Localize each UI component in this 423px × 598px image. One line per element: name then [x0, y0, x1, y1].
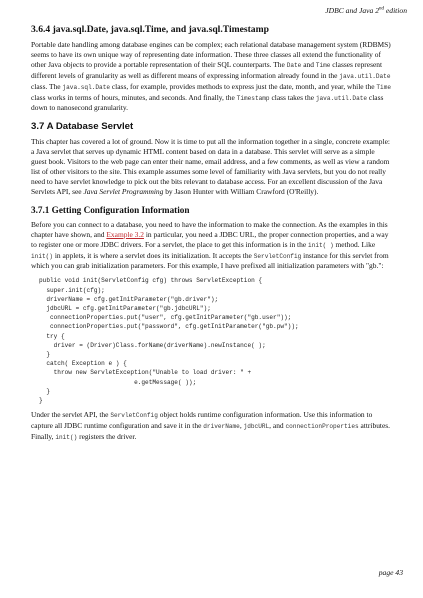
section-heading-3-7-1: 3.7.1 Getting Configuration Information [31, 204, 190, 215]
section-heading-3-7: 3.7 A Database Servlet [31, 121, 134, 133]
paragraph-configuration: Before you can connect to a database, you need to have the information to make the connection. As the examples in this chapter have shown, and Example 3.2 in particular, you need a JDBC URL, the proper connection properties, and a way to register one or more JDBC drivers. For a servlet, the place to get this information is in the init( ) method. Like init() in applets, it is where a servlet does its initialization. It accepts the ServletConfig instance for this servlet from which you can grab initialization parameters. For this example, I have prefixed all initialization parameters with "gb.": [31, 219, 389, 271]
section-heading-3-6-4: 3.6.4 java.sql.Date, java.sql.Time, and java.sql.Timestamp [31, 24, 269, 35]
running-header: JDBC and Java 2nd edition [325, 6, 407, 15]
example-link[interactable]: Example 3.2 [106, 229, 144, 239]
paragraph-date-classes: Portable date handling among database engines can be complex; each relational database management system (RDBMS) seems to have its own unique way of representing date information. These three classes all extend the functionality of other Java objects to provide a portable representation of their SQL counterparts. The Date and Time classes represent different levels of granularity as well as different means of expressing information already found in the java.util.Date class. The java.sql.Date class, for example, provides methods to express just the date, month, and year, while the Time class works in terms of hours, minutes, and seconds. And finally, the Timestamp class takes the java.util.Date class down to nanosecond granularity. [31, 40, 392, 113]
paragraph-database-servlet: This chapter has covered a lot of ground. Now it is time to put all the information together in a single, concrete example: a Java servlet that serves up dynamic HTML content based on data in a database. This servlet will serve as a simple guest book. Visitors to the web page can enter their name, email address, and a few comments, as well as view a random list of other visitors to the site. This example assumes some level of familiarity with Java servlets, but you do not really need to have servlet knowledge to pick out the bits relevant to database access. For an excellent discussion of the Java Servlets API, see Java Servlet Programming by Jason Hunter with William Crawford (O'Reilly). [31, 137, 390, 196]
page-body [31, 24, 391, 448]
paragraph-servletconfig: Under the servlet API, the ServletConfig object holds runtime configuration information. Use this information to capture all JDBC runtime configuration and save it in the driverName, jdbcURL, and connectionProperties attributes. Finally, init() registers the driver. [31, 410, 391, 441]
page-number: page 43 [378, 568, 403, 577]
code-listing-init: public void init(ServletConfig cfg) throws ServletException { super.init(cfg); driverName = cfg.getInitParameter("gb.driver"); jdbcURL = cfg.getInitParameter("gb.jdbcURL"); connectionProperties.put("user", cfg.getInitParameter("gb.user")); connectionProperties.put("password", cfg.getInitParameter("gb.pw")); try { driver = (Driver)Class.forName(driverName).newInstance( ); } catch( Exception e ) { throw new ServletException("Unable to load driver: " + e.getMessage( )); } } [39, 277, 299, 404]
